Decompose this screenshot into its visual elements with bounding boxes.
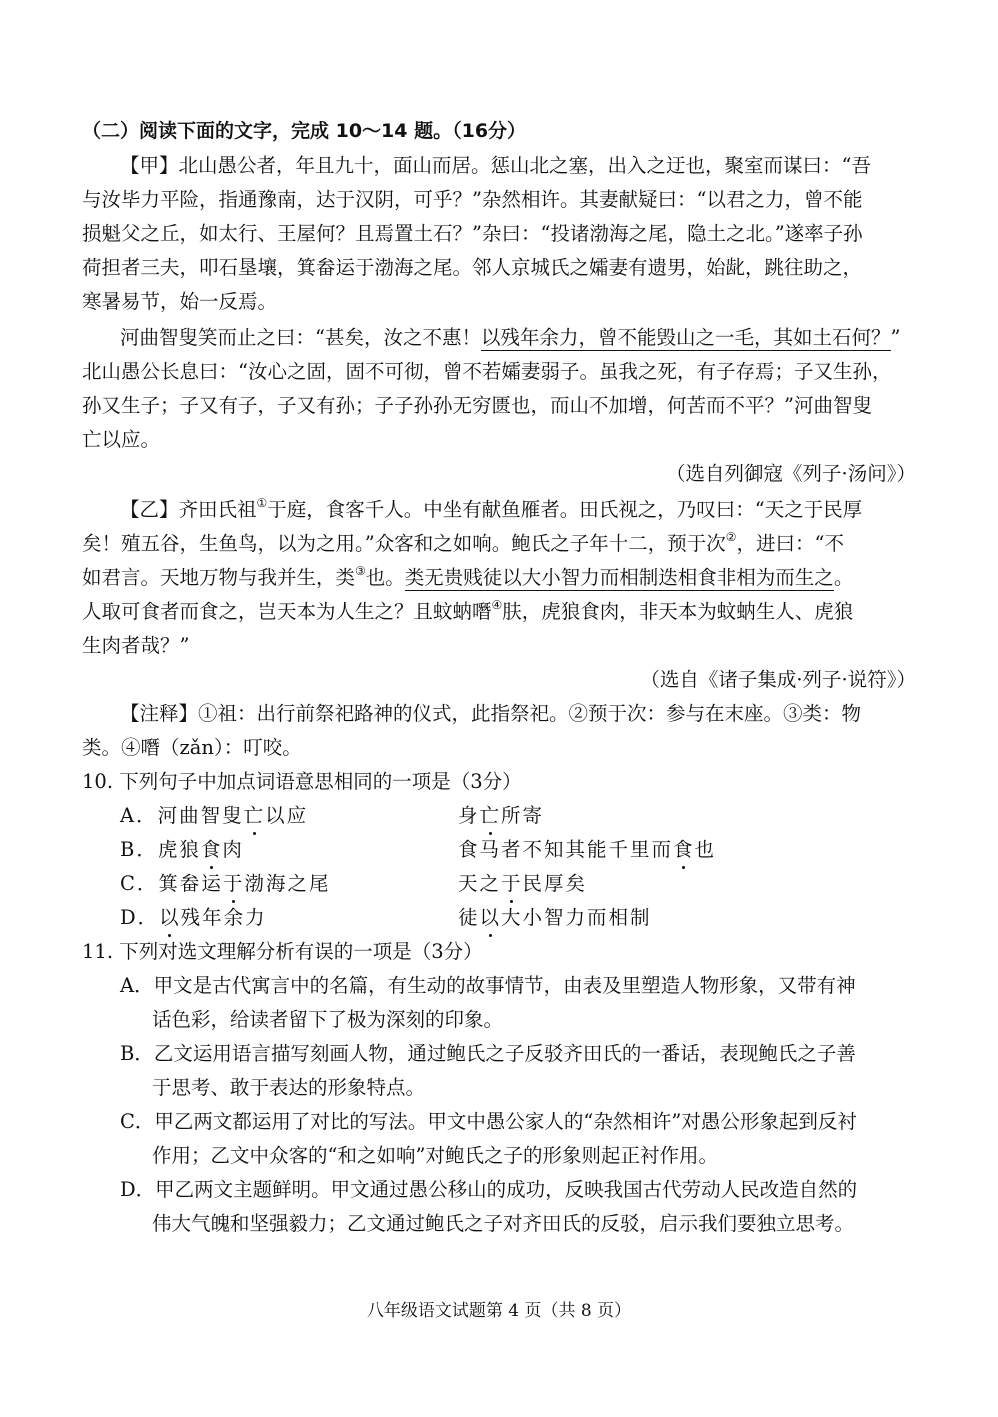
dotted-word: 亡	[480, 800, 502, 828]
dotted-word: 于	[223, 868, 245, 896]
yi-line-1	[120, 494, 862, 522]
yi-l4a: 人取可食者而食之，岂天本为人生之？且蚊蚋噆	[82, 600, 492, 623]
q10-option-c-right	[458, 868, 587, 896]
text-segment: 食马者不知其能千里而	[458, 838, 674, 861]
dotted-word: 以	[159, 902, 181, 930]
jia-p2-end: ”	[890, 326, 901, 349]
yi-underlined-sentence: 类无贵贱徒以大小智力而相制迭相食非相为而生之	[404, 566, 834, 589]
yi-line-3	[82, 562, 853, 590]
yi-l3c: 。	[833, 566, 854, 589]
jia-paragraph-2-line-1	[120, 322, 900, 350]
footnote-mark-4: ④	[491, 597, 503, 612]
text-segment: 也	[694, 838, 717, 861]
q11-option-c-line-2: 作用；乙文中众客的“和之如响”对鲍氏之子的形象则起正衬作用。	[152, 1144, 718, 1167]
yi-l1b: 于庭，食客千人。中坐有献鱼雁者。田氏视之，乃叹曰：“天之于民厚	[267, 498, 863, 521]
footnote-mark-1: ①	[256, 495, 268, 510]
dotted-word: 食	[201, 834, 223, 862]
q11-option-a-line-1: A．甲文是古代寓言中的名篇，有生动的故事情节，由表及里塑造人物形象，又带有神	[120, 974, 856, 997]
text-segment: 所寄	[501, 804, 545, 827]
q10-option-d-left	[120, 902, 267, 930]
footnote-mark-3: ③	[355, 563, 366, 578]
q10-option-b-right	[458, 834, 716, 862]
dotted-word: 以	[480, 902, 502, 930]
text-segment: A．河曲智叟	[120, 804, 244, 827]
q10-option-a-left	[120, 800, 308, 828]
dotted-word: 亡	[244, 800, 266, 828]
q10-option-d-right	[458, 902, 652, 930]
dotted-word: 于	[501, 868, 523, 896]
question-10-stem: 10. 下列句子中加点词语意思相同的一项是（3分）	[82, 770, 522, 793]
q11-option-d-line-2: 伟大气魄和坚强毅力；乙文通过鲍氏之子对齐田氏的反驳，启示我们要独立思考。	[152, 1212, 855, 1235]
page-footer: 八年级语文试题第 4 页（共 8 页）	[366, 1301, 632, 1321]
text-segment: 天之	[458, 872, 502, 895]
jia-line-1: 【甲】北山愚公者，年且九十，面山而居。惩山北之塞，出入之迂也，聚室而谋曰：“吾	[120, 154, 871, 177]
jia-line-3: 损魁父之丘，如太行、王屋何？且焉置土石？”杂曰：“投诸渤海之尾，隐土之北。”遂率子孙	[82, 222, 863, 245]
jia-p2-line-3: 孙又生子；子又有子，子又有孙；子子孙孙无穷匮也，而山不加增，何苦而不平？”河曲智叟	[82, 394, 872, 417]
footnote-mark-2: ②	[725, 529, 737, 544]
text-segment: B．虎狼	[120, 838, 201, 861]
q10-option-b-left	[120, 834, 244, 862]
text-segment: 肉	[222, 838, 244, 861]
yi-l4b: 肤，虎狼食肉，非天本为蚊蚋生人、虎狼	[502, 600, 854, 623]
text-segment: 以应	[265, 804, 309, 827]
q11-option-b-line-2: 于思考、敢于表达的形象特点。	[152, 1076, 426, 1099]
jia-p2-start: 河曲智叟笑而止之曰：“甚矣，汝之不惠！	[120, 326, 481, 349]
text-segment: 民厚矣	[522, 872, 588, 895]
q11-option-c-line-1: C．甲乙两文都运用了对比的写法。甲文中愚公家人的“杂然相许”对愚公形象起到反衬	[120, 1110, 857, 1133]
q11-option-a-line-2: 话色彩，给读者留下了极为深刻的印象。	[152, 1008, 504, 1031]
text-segment: 徒	[458, 906, 480, 929]
yi-line-5: 生肉者哉？”	[82, 634, 190, 657]
text-segment: 身	[458, 804, 480, 827]
yi-source: （选自《诸子集成·列子·说符》）	[640, 668, 916, 691]
yi-l1a: 【乙】齐田氏祖	[120, 498, 257, 521]
q10-option-c-left	[120, 868, 330, 896]
question-11-stem: 11. 下列对选文理解分析有误的一项是（3分）	[82, 940, 483, 963]
jia-underlined-sentence: 以残年余力，曾不能毁山之一毛，其如土石何？	[480, 326, 891, 349]
q11-option-d-line-1: D．甲乙两文主题鲜明。甲文通过愚公移山的成功，反映我国古代劳动人民改造自然的	[120, 1178, 858, 1201]
q11-option-b-line-1: B．乙文运用语言描写刻画人物，通过鲍氏之子反驳齐田氏的一番话，表现鲍氏之子善	[120, 1042, 856, 1065]
text-segment: 大小智力而相制	[501, 906, 652, 929]
jia-line-4: 荷担者三夫，叩石垦壤，箕畚运于渤海之尾。邻人京城氏之孀妻有遗男，始龀，跳往助之，	[82, 256, 863, 279]
jia-line-2: 与汝毕力平险，指通豫南，达于汉阴，可乎？”杂然相许。其妻献疑曰：“以君之力，曾不能	[82, 188, 863, 211]
notes-line-2: 类。④噆（zǎn）：叮咬。	[82, 736, 302, 759]
dotted-word: 食	[673, 834, 695, 862]
yi-l2a: 矣！殖五谷，生鱼鸟，以为之用。”众客和之如响。鲍氏之子年十二，预于次	[82, 532, 726, 555]
yi-l3a: 如君言。天地万物与我并生，类	[82, 566, 356, 589]
notes-line-1: 【注释】①祖：出行前祭祀路神的仪式，此指祭祀。②预于次：参与在末座。③类：物	[120, 702, 862, 725]
jia-source: （选自列御寇《列子·汤问》）	[666, 462, 916, 485]
yi-line-2	[82, 528, 844, 556]
text-segment: C．箕畚运	[120, 872, 223, 895]
jia-line-5: 寒暑易节，始一反焉。	[82, 290, 278, 313]
q10-option-a-right	[458, 800, 544, 828]
section-title: （二）阅读下面的文字，完成 10～14 题。（16分）	[82, 120, 527, 142]
jia-p2-line-2: 北山愚公长息曰：“汝心之固，固不可彻，曾不若孀妻弱子。虽我之死，有子存焉；子又生孙，	[82, 360, 892, 383]
yi-l3b: 也。	[365, 566, 405, 589]
yi-line-4	[82, 596, 853, 624]
text-segment: D．	[120, 906, 160, 929]
jia-p2-line-4: 亡以应。	[82, 428, 161, 451]
text-segment: 渤海之尾	[244, 872, 331, 895]
yi-l2b: ，进曰：“不	[736, 532, 844, 555]
text-segment: 残年余力	[180, 906, 267, 929]
